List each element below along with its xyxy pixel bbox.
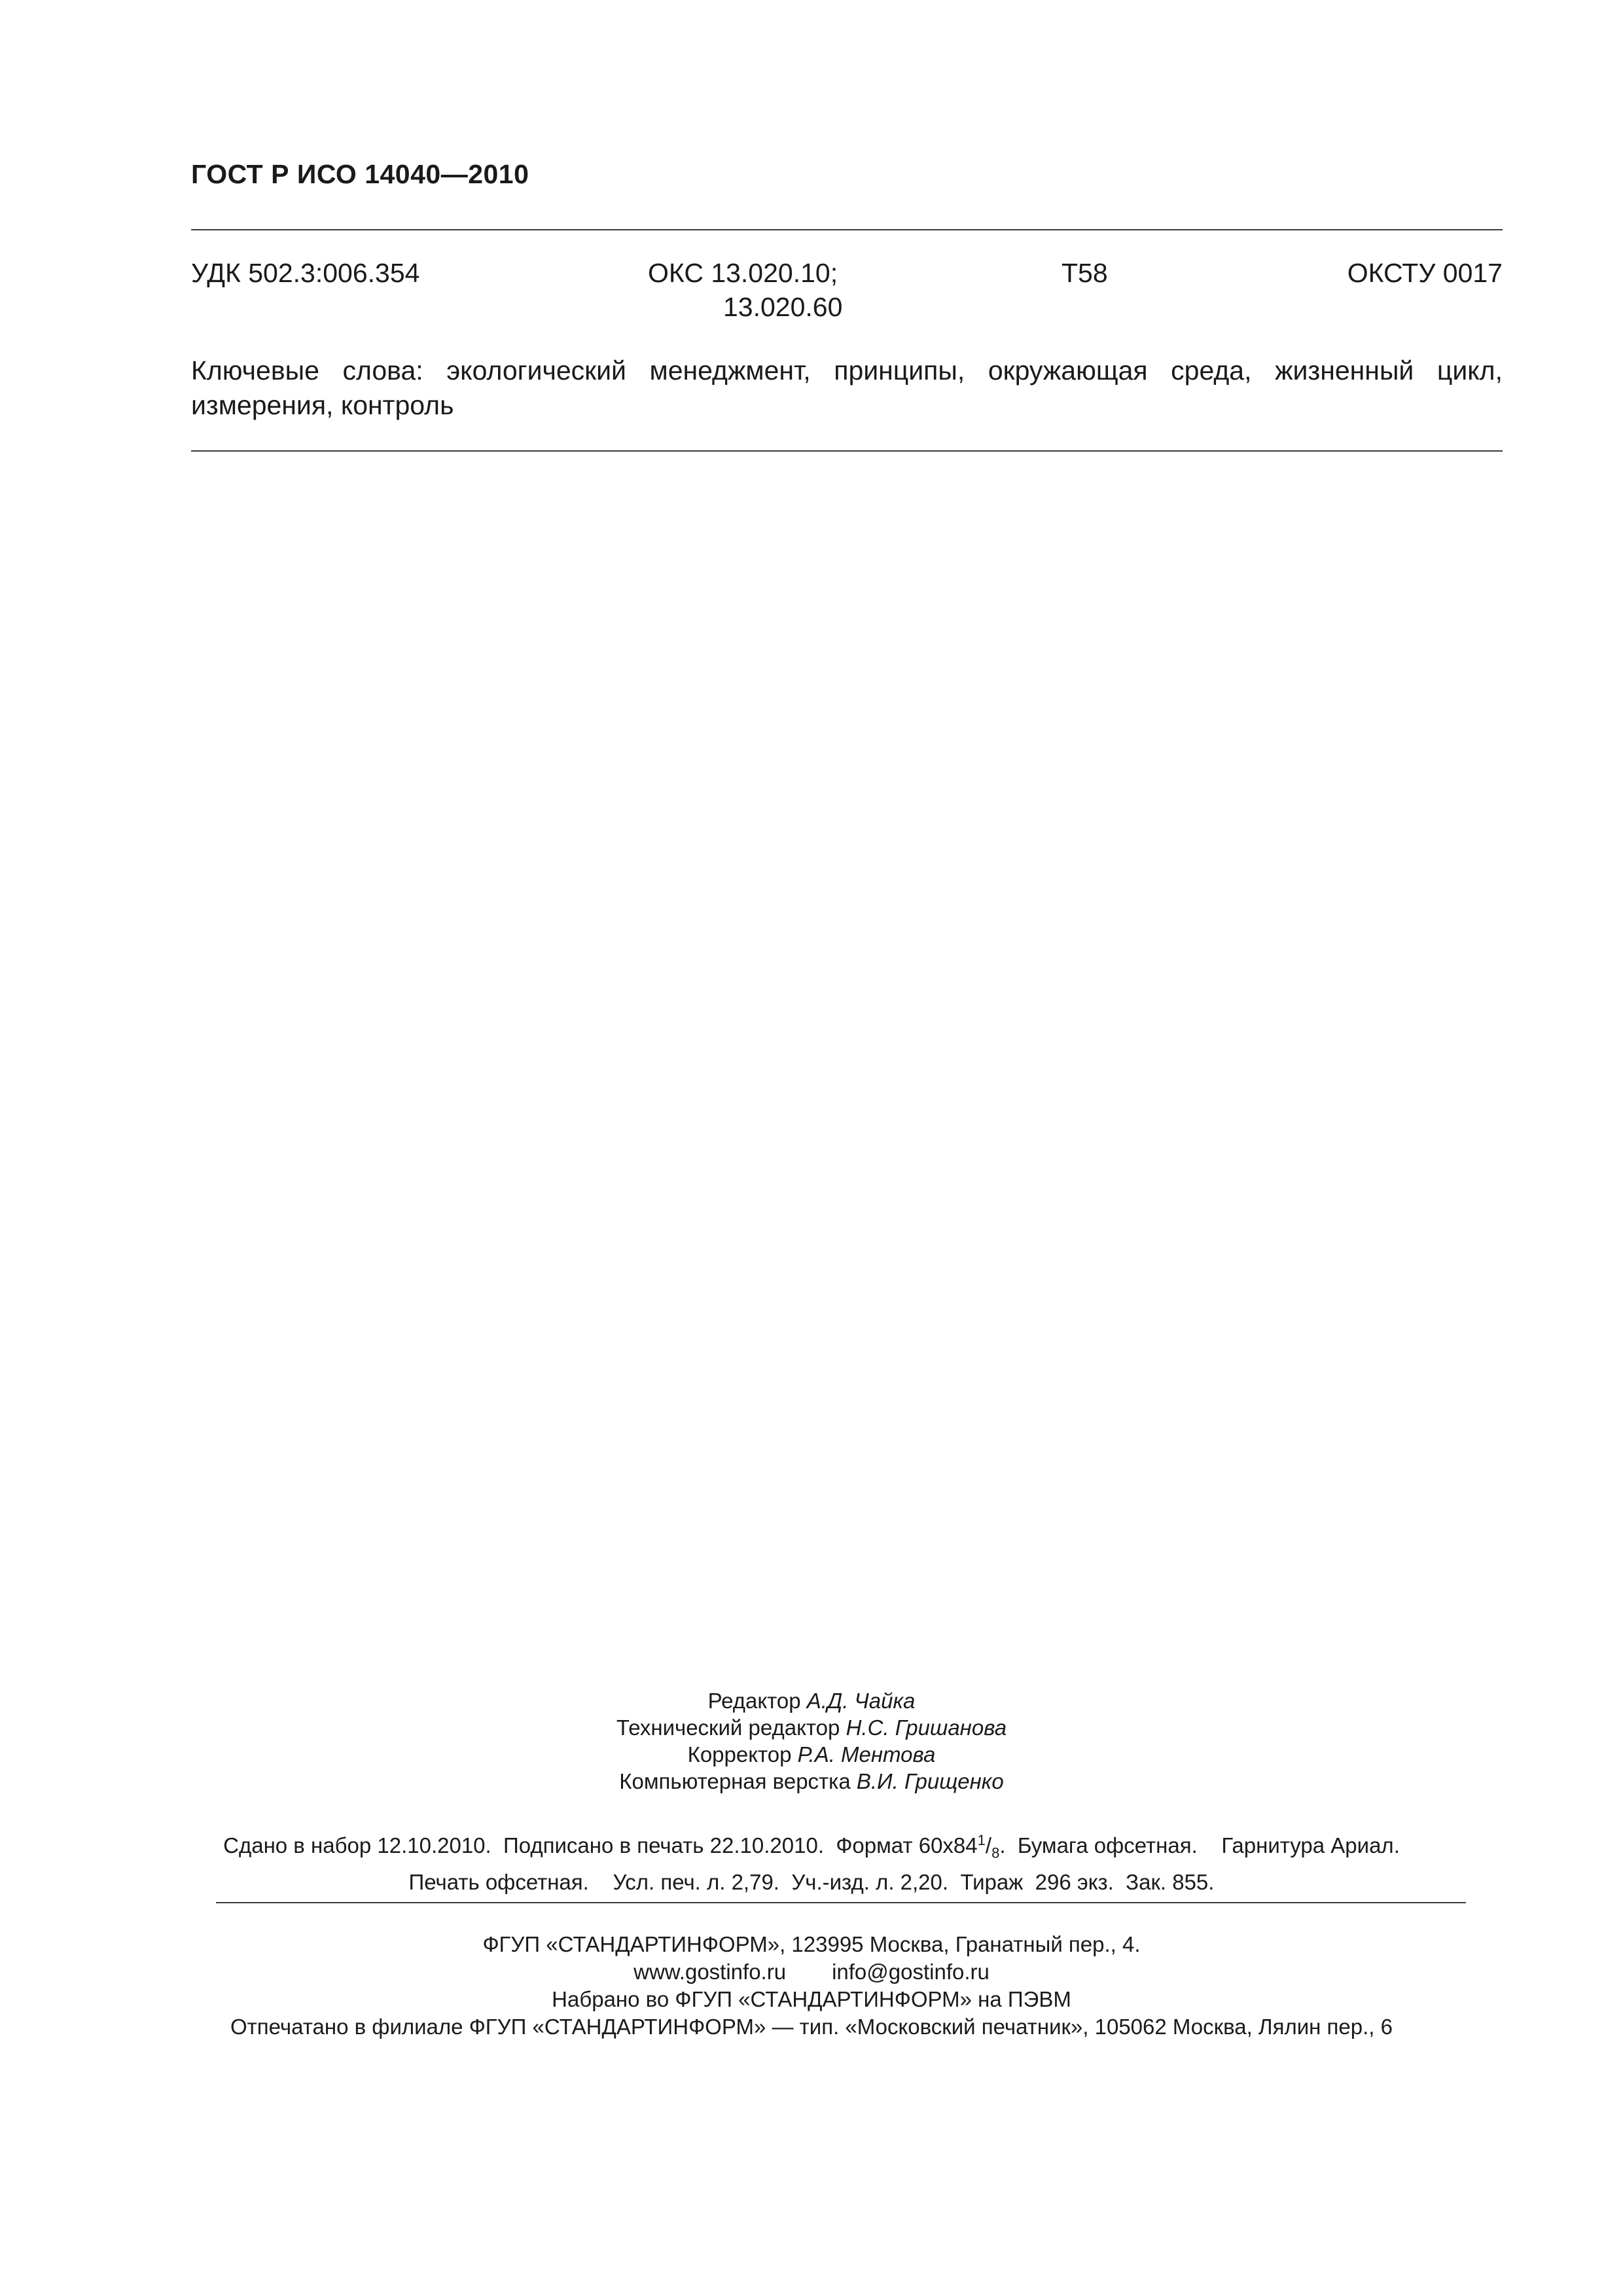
contacts-line [0,1958,1623,1986]
credits-block [0,1687,1623,1795]
footer-divider [216,1902,1466,1903]
okstu-code: ОКСТУ 0017 [1347,258,1503,288]
typeset-note: Набрано во ФГУП «СТАНДАРТИНФОРМ» на ПЭВМ [552,1987,1071,2011]
credit-editor: Редактор А.Д. Чайка [707,1689,916,1713]
credit-corrector: Корректор Р.А. Ментова [687,1742,936,1767]
udk-code: УДК 502.3:006.354 [191,258,420,288]
publisher-address: ФГУП «СТАНДАРТИНФОРМ», 123995 Москва, Гранатный пер., 4. [482,1932,1141,1956]
credit-tech-editor: Технический редактор Н.С. Гришанова [616,1715,1007,1740]
publication-line2: Печать офсетная. Усл. печ. л. 2,79. Уч.-изд. л. 2,20. Тираж 296 экз. Зак. 855. [408,1869,1215,1894]
publication-line1: Сдано в набор 12.10.2010. Подписано в печать 22.10.2010. Формат $60х84^1/_8$. Бумага офсетная. Гарнитура Ариал. [223,1832,1400,1861]
oks-code-line1: ОКС 13.020.10; [648,258,838,288]
credit-layout: Компьютерная верстка В.И. Грищенко [619,1769,1004,1793]
standard-code: ГОСТ Р ИСО 14040—2010 [191,159,529,189]
oks-code-line2: 13.020.60 [723,292,843,322]
keywords: Ключевые слова: экологический менеджмент, принципы, окружающая среда, жизненный цикл, измерения, контроль [191,355,1503,420]
group-code: Т58 [1061,258,1108,288]
website-link[interactable]: www.gostinfo.ru [633,1960,787,1984]
publisher-footer [0,1931,1623,2041]
publication-info [0,1826,1623,1897]
email-link[interactable]: info@gostinfo.ru [832,1960,990,1984]
top-divider [191,229,1503,230]
printed-note: Отпечатано в филиале ФГУП «СТАНДАРТИНФОРМ» — тип. «Московский печатник», 105062 Москва, Лялин пер., 6 [230,2015,1393,2039]
keywords-divider [191,450,1503,452]
